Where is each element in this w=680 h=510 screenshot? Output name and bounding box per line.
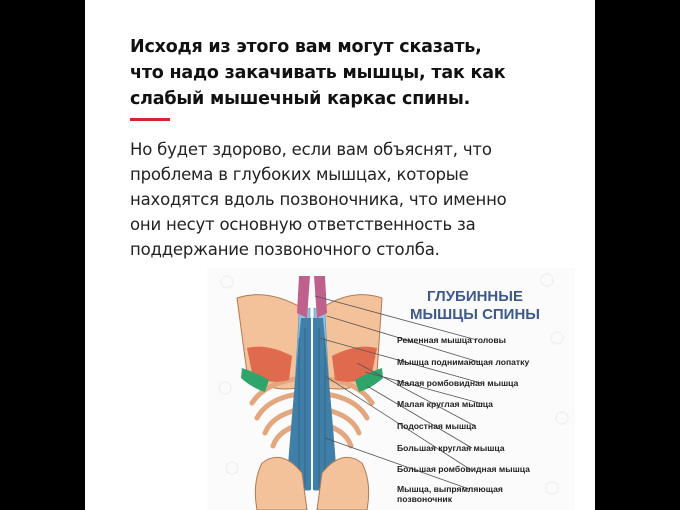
body-line: проблема в глубоких мышцах, которые xyxy=(130,165,469,184)
label-rhomboid-major: Большая ромбовидная мышца xyxy=(397,464,530,474)
body-line: поддержание позвоночного столба. xyxy=(130,240,440,259)
figure-title xyxy=(400,288,550,324)
label-infraspinatus: Подостная мышца xyxy=(397,421,477,431)
label-erector-spinae-2: позвоночник xyxy=(397,494,453,504)
label-splenius: Ременная мышца головы xyxy=(397,335,507,345)
body-line: они несут основную ответственность за xyxy=(130,215,476,234)
figure-title-line: МЫШЦЫ СПИНЫ xyxy=(410,306,540,323)
headline-line: Исходя из этого вам могут сказать, xyxy=(130,37,482,57)
body-line: находятся вдоль позвоночника, что именно xyxy=(130,190,507,209)
label-rhomboid-minor: Малая ромбовидная мышца xyxy=(397,378,519,388)
headline-line: слабый мышечный каркас спины. xyxy=(130,89,471,109)
body-line: Но будет здорово, если вам объяснят, что xyxy=(130,140,492,159)
rib-cage xyxy=(252,378,372,446)
headline xyxy=(130,34,570,112)
label-teres-major: Большая круглая мышца xyxy=(397,443,505,453)
headline-line: что надо закачивать мышцы, так как xyxy=(130,63,506,83)
body-paragraph xyxy=(130,137,590,262)
label-teres-minor: Малая круглая мышца xyxy=(397,399,493,409)
anatomy-figure xyxy=(207,268,575,510)
label-erector-spinae-1: Мышца, выпрямляющая xyxy=(397,484,503,494)
figure-title-line: ГЛУБИННЫЕ xyxy=(427,288,523,305)
content-card xyxy=(85,0,595,510)
red-divider xyxy=(130,118,170,121)
label-levator-scapulae: Мышца поднимающая лопатку xyxy=(397,357,530,367)
